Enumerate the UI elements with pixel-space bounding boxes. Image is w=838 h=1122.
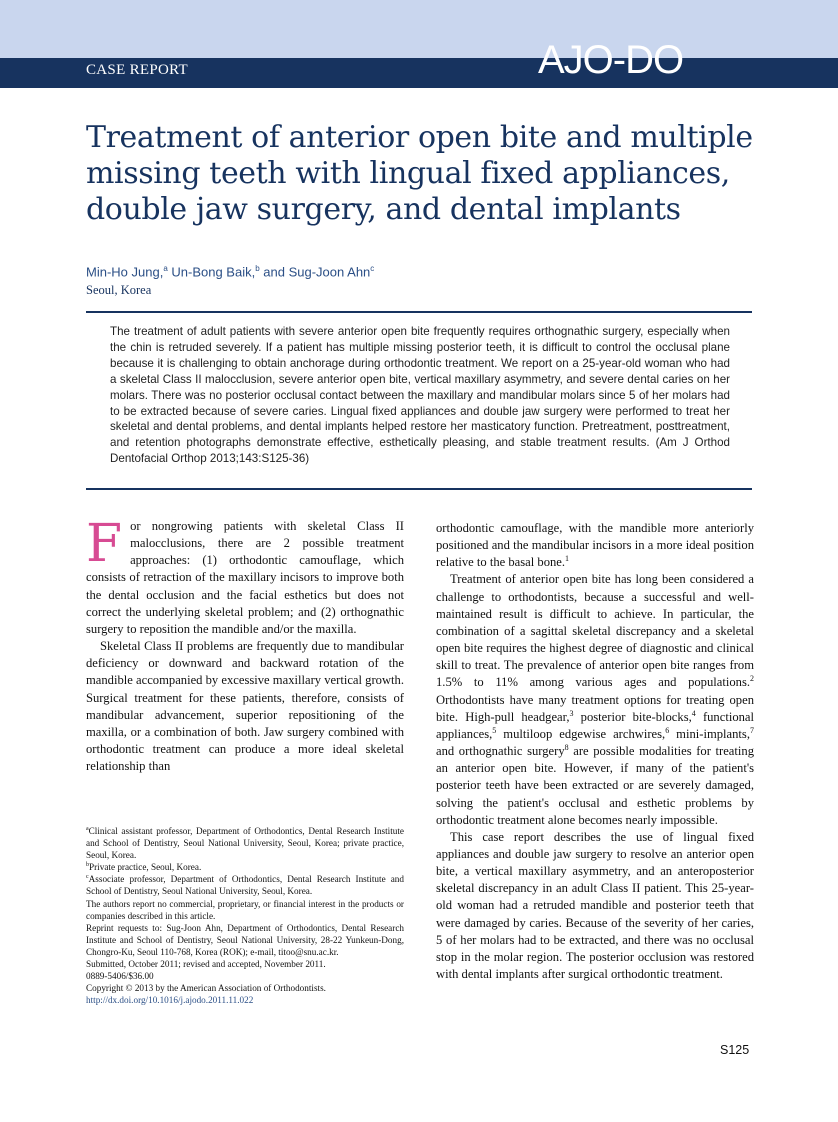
reference-link[interactable]: 2 [750, 674, 754, 684]
body-column-right [436, 520, 754, 983]
author-name: Min-Ho Jung, [86, 264, 164, 280]
paragraph-text: multiloop edgewise archwires, [496, 726, 666, 741]
paragraph-text: and orthognathic surgery [436, 744, 565, 759]
title-line: missing teeth with lingual fixed appliances, [86, 156, 730, 191]
reference-link[interactable]: 3 [569, 708, 574, 718]
abstract: The treatment of adult patients with severe anterior open bite frequently requires orthognathic surgery, especially when the chin is retruded severely. If a patient has multiple missing posterior teeth, it is difficult to control the occlusal plane because it is challenging to obtain anchorage during orthodontic treatment. We report on a 25-year-old woman who had a skeletal Class II malocclusion, severe anterior open bite, vertical maxillary asymmetry, and severe dental caries on her molars. There was no posterior occlusal contact between the maxillary and mandibular molars since 5 of her molars had to be extracted because of severe caries. Lingual fixed appliances and double jaw surgery were performed to treat her skeletal and dental problems, and dental implants helped restore her masticatory function. Pretreatment, posttreatment, and retention photographs demonstrate effective, esthetically pleasing, and stable treatment results. (Am J Orthod Dentofacial Orthop 2013;143:S125-36) [110, 325, 730, 466]
reference-link[interactable]: 8 [564, 742, 569, 752]
paragraph-text: Orthodontists have many treatment options for treating open bite. High-pull headgear, [436, 692, 754, 724]
header-band-light [0, 0, 838, 58]
journal-logo: AJO-DO [538, 38, 684, 82]
reference-link[interactable]: 6 [665, 725, 670, 735]
issn-price: 0889-5406/$36.00 [86, 971, 154, 982]
abstract-top-rule [86, 311, 752, 313]
footnote-mark: c [86, 874, 89, 881]
reference-link[interactable]: 5 [492, 725, 497, 735]
footnote [86, 873, 404, 897]
author-affiliation-mark: b [255, 264, 260, 273]
reference-link[interactable]: 4 [691, 708, 696, 718]
paragraph-text: mini-implants, [669, 726, 750, 741]
paragraph [436, 571, 754, 828]
body-column-left [86, 514, 404, 775]
paragraph-text: functional appliances, [436, 709, 754, 741]
reprint-request: Reprint requests to: Sug-Joon Ahn, Department of Orthodontics, Dental Research Institute and School of Dentistry, Seoul National University, 28-22 Yunkeun-Dong, Chongro-Ku, Seoul 110-768, Korea (ROK); e-mail, titoo@snu.ac.kr. [86, 922, 404, 957]
author-affiliation-mark: a [163, 264, 168, 273]
abstract-bottom-rule [86, 488, 752, 490]
author-name: Un-Bong Baik, [171, 264, 256, 280]
paragraph-text: Treatment of anterior open bite has long been considered a challenge to orthodontists, because a successful and well-maintained result is difficult to achieve. In particular, the combination of a sagittal skeletal discrepancy and a skeletal open bite requires the highest degree of diagnostic and clinical skill to treat. The prevalence of anterior open bite ranges from 1.5% to 11% among various ages and populations. [436, 572, 754, 690]
copyright-note: Copyright © 2013 by the American Association of Orthodontists. [86, 983, 326, 994]
footnotes [86, 825, 404, 1006]
paragraph-text: orthodontic camouflage, with the mandible more anteriorly positioned and the mandibular incisors in a more ideal position relative to the basal bone. [436, 521, 754, 570]
paragraph-text: or nongrowing patients with skeletal Class II malocclusions, there are 2 possible treatment approaches: (1) orthodontic camouflage, which consists of retraction of the maxillary incisors to improve both the dental occlusion and the facial esthetics but does not correct the underlying skeletal problem; and (2) orthognathic surgery to reposition the mandible and/or the maxilla. [86, 519, 404, 636]
author-affiliation-mark: c [370, 264, 375, 273]
footnote-text: Associate professor, Department of Orthodontics, Dental Research Institute and School of Dentistry, Seoul National University, Seoul, Korea. [86, 874, 404, 897]
submission-dates: Submitted, October 2011; revised and accepted, November 2011. [86, 959, 326, 970]
footnote-mark: a [86, 825, 89, 832]
paragraph [86, 514, 404, 638]
drop-cap: F [86, 514, 123, 574]
reference-link[interactable]: 1 [565, 554, 570, 564]
doi-link[interactable]: http://dx.doi.org/10.1016/j.ajodo.2011.11.022 [86, 995, 254, 1006]
paragraph-text: posterior bite-blocks, [573, 709, 692, 724]
paragraph-text: are possible modalities for treating an anterior open bite. However, if many of the patient's posterior teeth have been extracted or are severely damaged, solving the patient's occlusal and esthetic problems by orthodontic treatment alone becomes nearly impossible. [436, 744, 754, 827]
author-name: and Sug-Joon Ahn [263, 264, 371, 280]
footnote [86, 825, 404, 861]
paragraph [436, 520, 754, 571]
page-number: S125 [720, 1043, 750, 1057]
section-label: CASE REPORT [86, 62, 189, 78]
footnote-text: Private practice, Seoul, Korea. [89, 862, 202, 873]
footnote [86, 861, 404, 873]
article-title [86, 120, 766, 228]
reference-link[interactable]: 7 [749, 725, 754, 735]
author-list [86, 264, 374, 279]
footnote-mark: b [86, 862, 89, 869]
disclosure-note: The authors report no commercial, proprietary, or financial interest in the products or companies described in this article. [86, 898, 404, 921]
author-location: Seoul, Korea [86, 283, 152, 297]
title-line: double jaw surgery, and dental implants [86, 192, 681, 227]
title-line: Treatment of anterior open bite and multiple [86, 120, 753, 155]
footnote-text: Clinical assistant professor, Department of Orthodontics, Dental Research Institute and School of Dentistry, Seoul National University, Seoul, Korea; private practice, Seoul, Korea. [86, 826, 404, 861]
paragraph: Skeletal Class II problems are frequently due to mandibular deficiency or downward and backward rotation of the mandible accompanied by excessive maxillary vertical growth. Surgical treatment for these patients, therefore, consists of mandibular advancement, superior repositioning of the maxilla, or a combination of both. Jaw surgery combined with orthodontic treatment can produce a more ideal skeletal relationship than [86, 639, 404, 774]
paragraph: This case report describes the use of lingual fixed appliances and double jaw surgery to resolve an anterior open bite, a vertical maxillary asymmetry, and an anteroposterior skeletal discrepancy in an adult Class II patient. This 25-year-old woman had a retruded mandible and posterior teeth that were damaged by caries. Because of the severity of her caries, 5 of her molars had to be extracted, and there was no occlusal stop in the molar region. The posterior occlusion was restored with dental implants after surgical orthodontic treatment. [436, 829, 754, 982]
